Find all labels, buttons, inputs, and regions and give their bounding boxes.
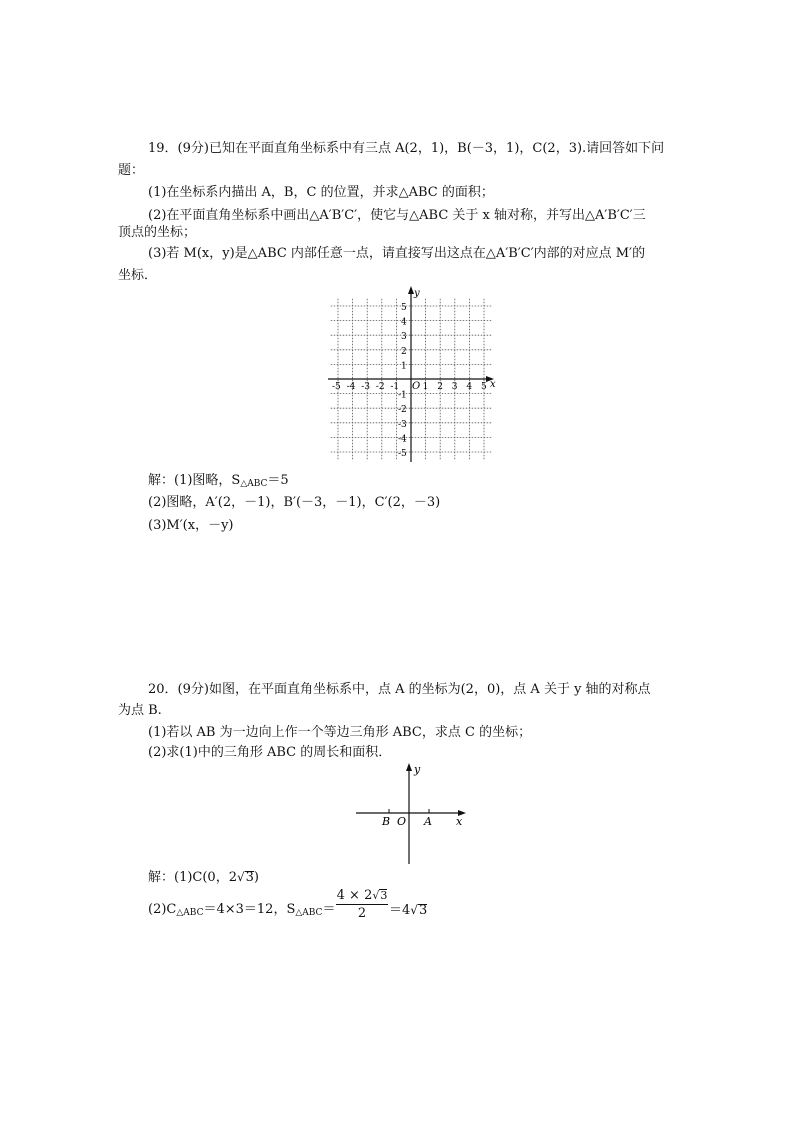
q19-sol1-subscript: △ABC [240,479,268,489]
q20-point-b-label: B [382,815,391,828]
x-tick-label: 3 [451,382,458,392]
q19-part2-line2: 顶点的坐标； [118,225,197,240]
q19-y-label: y [414,288,420,299]
q19-solution-1 [148,471,289,494]
q20-sol1-radicand: 3 [245,870,254,885]
q20-sol2-perimeter-subscript: △ABC [176,908,204,918]
q20-sol2-result-text: ＝4 [389,903,411,918]
q19-part3-line2: 坐标． [118,268,158,283]
x-tick-label: -4 [346,382,356,392]
x-tick-label: 2 [437,382,443,392]
q20-point-a-label: A [424,815,432,828]
radical-icon: √ [410,903,418,917]
q20-stem-line2: 为点 B. [118,703,162,718]
x-tick-label: 4 [466,382,473,392]
y-tick-label: 4 [401,317,407,328]
x-tick-label: -1 [390,382,400,392]
y-tick-label: -3 [398,419,407,430]
y-tick-label: 5 [401,303,407,313]
q20-axes-figure [352,760,472,868]
q20-sol2-area-subscript: △ABC [295,908,323,918]
q20-sol1-close: ) [253,870,259,885]
q20-y-arrow-icon [406,763,412,771]
q20-y-label: y [414,763,421,776]
y-tick-label: -1 [398,390,407,401]
q20-fraction-numerator [336,888,388,905]
q19-sol1-value: ＝5 [267,473,289,488]
y-tick-label: -2 [398,405,407,416]
q20-sol2-perimeter-symbol: (2)C [148,902,177,917]
q19-solution-3: (3)M′(x，－y) [148,518,234,533]
q20-solution-1 [148,867,259,888]
q19-stem-line2: 题： [118,163,145,178]
q20-sol1-text: 解：(1)C(0，2 [148,870,237,885]
q19-coordinate-grid [324,284,504,466]
q19-part1: (1)在坐标系内描出 A，B，C 的位置，并求△ABC 的面积； [148,185,494,200]
q19-origin-label: O [412,381,421,392]
radical-icon: √ [372,889,380,902]
q20-stem-line1: 20．(9分)如图，在平面直角坐标系中，点 A 的坐标为(2，0)，点 A 关于 y 轴的对称点 [148,682,651,697]
q20-fraction [336,888,388,923]
radical-icon: √ [236,870,245,884]
q19-sol1-text: 解：(1)图略，S [148,473,241,488]
x-tick-label: -2 [375,382,385,392]
q20-sol2-perimeter-value: ＝4×3＝12，S [203,902,296,917]
y-tick-label: 1 [401,361,407,372]
q20-fraction-denominator: 2 [357,906,367,921]
q20-x-label: x [456,815,463,828]
q19-part3-line1: (3)若 M(x，y)是△ABC 内部任意一点，请直接写出这点在△A′B′C′内部的对应点 M′的 [148,246,646,261]
x-tick-label: -3 [361,382,370,392]
y-tick-label: 2 [401,346,407,357]
q20-sol2-result-radicand: 3 [418,903,428,918]
q20-solution-2 [148,900,335,923]
x-tick-label: 5 [481,382,487,392]
q20-sol2-equals: ＝ [322,902,336,917]
q19-stem-line1: 19．(9分)已知在平面直角坐标系中有三点 A(2，1)，B(－3，1)，C(2，3).请回答如下问 [148,141,665,156]
x-tick-label: 1 [422,382,429,392]
q19-solution-2: (2)图略，A′(2，－1)，B′(－3，－1)，C′(2，－3) [148,495,441,510]
y-tick-label: 3 [401,332,407,343]
q20-solution-2-result [389,900,427,921]
q20-part1: (1)若以 AB 为一边向上作一个等边三角形 ABC，求点 C 的坐标； [148,725,532,740]
q20-part2: (2)求(1)中的三角形 ABC 的周长和面积． [148,745,392,760]
q20-origin-label: O [397,815,407,828]
q20-fraction-num-text: 4 × 2 [336,888,373,903]
q19-x-label: x [490,379,496,390]
y-tick-label: -4 [398,434,407,445]
y-tick-label: -5 [398,449,407,459]
q19-part2-line1: (2)在平面直角坐标系中画出△A′B′C′，使它与△ABC 关于 x 轴对称，并写出△A′B′C′三 [148,208,646,223]
q20-fraction-num-radicand: 3 [380,889,388,902]
x-tick-label: -5 [332,382,341,392]
